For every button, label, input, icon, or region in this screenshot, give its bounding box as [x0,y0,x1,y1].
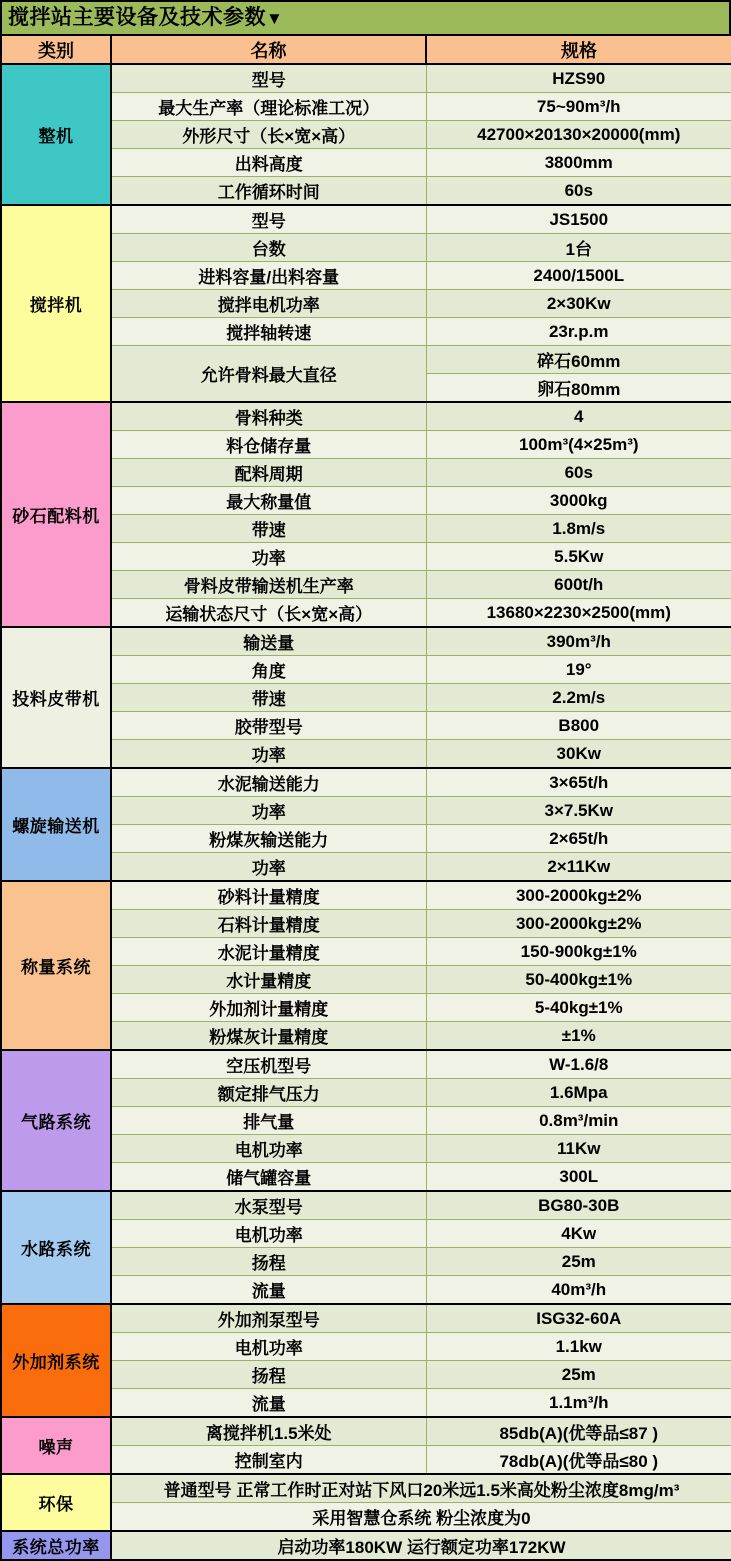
param-name-cell: 离搅拌机1.5米处 [111,1417,426,1446]
table-row [1,121,731,149]
param-value-cell: 19° [426,656,731,684]
param-value-cell: 30Kw [426,740,731,769]
param-value-cell: 60s [426,459,731,487]
param-name-cell: 外形尺寸（长×宽×高） [111,121,426,149]
param-name-cell: 出料高度 [111,149,426,177]
page-title[interactable] [0,0,731,36]
param-name-cell: 砂料计量精度 [111,881,426,910]
category-cell: 系统总功率 [1,1531,111,1560]
param-name-cell: 最大称量值 [111,487,426,515]
param-value-cell: 390m³/h [426,627,731,656]
table-row [1,599,731,628]
param-name-cell: 搅拌轴转速 [111,318,426,346]
category-cell: 噪声 [1,1417,111,1474]
param-name-cell: 外加剂计量精度 [111,994,426,1022]
param-value-cell: 3800mm [426,149,731,177]
table-row [1,797,731,825]
table-row [1,1389,731,1418]
param-value-cell: 2.2m/s [426,684,731,712]
param-value-cell: JS1500 [426,205,731,234]
param-name-cell: 电机功率 [111,1135,426,1163]
table-row [1,825,731,853]
param-value-cell: 42700×20130×20000(mm) [426,121,731,149]
table-row [1,740,731,769]
table-row [1,712,731,740]
param-name-cell: 粉煤灰输送能力 [111,825,426,853]
param-name-cell: 带速 [111,684,426,712]
param-name-cell: 电机功率 [111,1220,426,1248]
param-name-cell: 搅拌电机功率 [111,290,426,318]
param-value-cell: 150-900kg±1% [426,938,731,966]
merged-value-cell: 普通型号 正常工作时正对站下风口20米远1.5米高处粉尘浓度8mg/m³ [111,1474,731,1503]
table-row [1,177,731,206]
param-value-cell: 600t/h [426,571,731,599]
table-row [1,910,731,938]
param-value-cell: 4 [426,402,731,431]
spec-table [0,34,731,1561]
category-cell: 气路系统 [1,1050,111,1191]
param-name-cell: 型号 [111,205,426,234]
param-name-cell: 电机功率 [111,1333,426,1361]
param-name-cell: 配料周期 [111,459,426,487]
table-row [1,234,731,262]
table-row [1,1446,731,1475]
param-name-cell: 最大生产率（理论标准工况） [111,93,426,121]
param-value-cell: 5.5Kw [426,543,731,571]
param-value-cell: 78db(A)(优等品≤80 ) [426,1446,731,1475]
param-name-cell: 允许骨料最大直径 [111,346,426,403]
param-name-cell: 进料容量/出料容量 [111,262,426,290]
table-row [1,93,731,121]
table-row [1,487,731,515]
table-row [1,1135,731,1163]
param-value-cell: 1.8m/s [426,515,731,543]
param-name-cell: 粉煤灰计量精度 [111,1022,426,1051]
table-row [1,543,731,571]
param-value-cell: 1.1m³/h [426,1389,731,1418]
col-header-spec: 规格 [426,35,731,64]
table-row [1,262,731,290]
table-row [1,1531,731,1560]
table-row [1,881,731,910]
param-value-cell: 2400/1500L [426,262,731,290]
param-value-cell: 60s [426,177,731,206]
merged-value-cell: 启动功率180KW 运行额定功率172KW [111,1531,731,1560]
param-value-cell: 4Kw [426,1220,731,1248]
param-value-cell: 1.1kw [426,1333,731,1361]
param-value-cell: BG80-30B [426,1191,731,1220]
param-name-cell: 骨料种类 [111,402,426,431]
table-row [1,994,731,1022]
param-name-cell: 水泥计量精度 [111,938,426,966]
table-row [1,1079,731,1107]
param-name-cell: 料仓储存量 [111,431,426,459]
param-name-cell: 运输状态尺寸（长×宽×高） [111,599,426,628]
param-value-cell: 25m [426,1248,731,1276]
header-row [1,35,731,64]
param-name-cell: 功率 [111,853,426,882]
table-row [1,571,731,599]
param-value-cell: 3000kg [426,487,731,515]
param-value-cell: 0.8m³/min [426,1107,731,1135]
table-row [1,1474,731,1503]
category-cell: 砂石配料机 [1,402,111,627]
merged-value-cell: 采用智慧仓系统 粉尘浓度为0 [111,1503,731,1532]
param-name-cell: 台数 [111,234,426,262]
table-row [1,1304,731,1333]
table-row [1,1191,731,1220]
param-value-cell: ISG32-60A [426,1304,731,1333]
page-title-text: 搅拌站主要设备及技术参数 [8,6,266,29]
param-value-cell: HZS90 [426,64,731,93]
table-row [1,853,731,882]
param-name-cell: 功率 [111,797,426,825]
category-cell: 搅拌机 [1,205,111,402]
param-value-cell: 2×30Kw [426,290,731,318]
table-row [1,64,731,93]
param-name-cell: 角度 [111,656,426,684]
table-row [1,290,731,318]
param-name-cell: 型号 [111,64,426,93]
table-row [1,1050,731,1079]
param-value-cell: 11Kw [426,1135,731,1163]
param-value-cell: 3×65t/h [426,768,731,797]
param-name-cell: 储气罐容量 [111,1163,426,1192]
triangle-down-icon: ▼ [266,9,284,28]
param-name-cell: 水计量精度 [111,966,426,994]
category-cell: 外加剂系统 [1,1304,111,1417]
param-value-cell: 75~90m³/h [426,93,731,121]
param-value-cell: 300-2000kg±2% [426,910,731,938]
table-row [1,966,731,994]
param-name-cell: 扬程 [111,1248,426,1276]
param-name-cell: 功率 [111,740,426,769]
param-value-cell: 2×11Kw [426,853,731,882]
table-row [1,431,731,459]
category-cell: 螺旋输送机 [1,768,111,881]
param-value-cell: 40m³/h [426,1276,731,1305]
param-name-cell: 流量 [111,1276,426,1305]
category-cell: 投料皮带机 [1,627,111,768]
param-name-cell: 扬程 [111,1361,426,1389]
param-value-cell: 50-400kg±1% [426,966,731,994]
table-row [1,768,731,797]
col-header-name: 名称 [111,35,426,64]
param-value-cell: W-1.6/8 [426,1050,731,1079]
table-row [1,1022,731,1051]
table-row [1,318,731,346]
param-name-cell: 功率 [111,543,426,571]
param-value-cell: 100m³(4×25m³) [426,431,731,459]
param-name-cell: 石料计量精度 [111,910,426,938]
param-name-cell: 外加剂泵型号 [111,1304,426,1333]
param-value-cell: 25m [426,1361,731,1389]
param-value-cell: 85db(A)(优等品≤87 ) [426,1417,731,1446]
category-cell: 水路系统 [1,1191,111,1304]
param-value-cell: 2×65t/h [426,825,731,853]
table-row [1,346,731,374]
param-name-cell: 额定排气压力 [111,1079,426,1107]
param-value-cell: 1.6Mpa [426,1079,731,1107]
category-cell: 称量系统 [1,881,111,1050]
param-name-cell: 排气量 [111,1107,426,1135]
param-value-cell: B800 [426,712,731,740]
table-row [1,515,731,543]
table-row [1,149,731,177]
table-row [1,656,731,684]
param-name-cell: 控制室内 [111,1446,426,1475]
param-name-cell: 工作循环时间 [111,177,426,206]
table-row [1,205,731,234]
table-row [1,938,731,966]
param-value-cell: 卵石80mm [426,374,731,403]
param-name-cell: 输送量 [111,627,426,656]
table-row [1,1333,731,1361]
param-name-cell: 骨料皮带输送机生产率 [111,571,426,599]
param-name-cell: 水泵型号 [111,1191,426,1220]
param-name-cell: 水泥输送能力 [111,768,426,797]
table-row [1,684,731,712]
table-row [1,1361,731,1389]
param-name-cell: 带速 [111,515,426,543]
param-value-cell: 3×7.5Kw [426,797,731,825]
table-row [1,402,731,431]
param-value-cell: 1台 [426,234,731,262]
param-name-cell: 流量 [111,1389,426,1418]
param-name-cell: 胶带型号 [111,712,426,740]
category-cell: 整机 [1,64,111,205]
category-cell: 环保 [1,1474,111,1531]
param-value-cell: 300L [426,1163,731,1192]
param-value-cell: 13680×2230×2500(mm) [426,599,731,628]
table-row [1,459,731,487]
param-value-cell: 23r.p.m [426,318,731,346]
table-row [1,1503,731,1532]
param-name-cell: 空压机型号 [111,1050,426,1079]
col-header-category: 类别 [1,35,111,64]
table-row [1,1220,731,1248]
table-row [1,627,731,656]
table-row [1,1276,731,1305]
param-value-cell: ±1% [426,1022,731,1051]
table-row [1,1107,731,1135]
param-value-cell: 5-40kg±1% [426,994,731,1022]
param-value-cell: 碎石60mm [426,346,731,374]
table-row [1,1417,731,1446]
param-value-cell: 300-2000kg±2% [426,881,731,910]
table-row [1,1163,731,1192]
table-row [1,1248,731,1276]
